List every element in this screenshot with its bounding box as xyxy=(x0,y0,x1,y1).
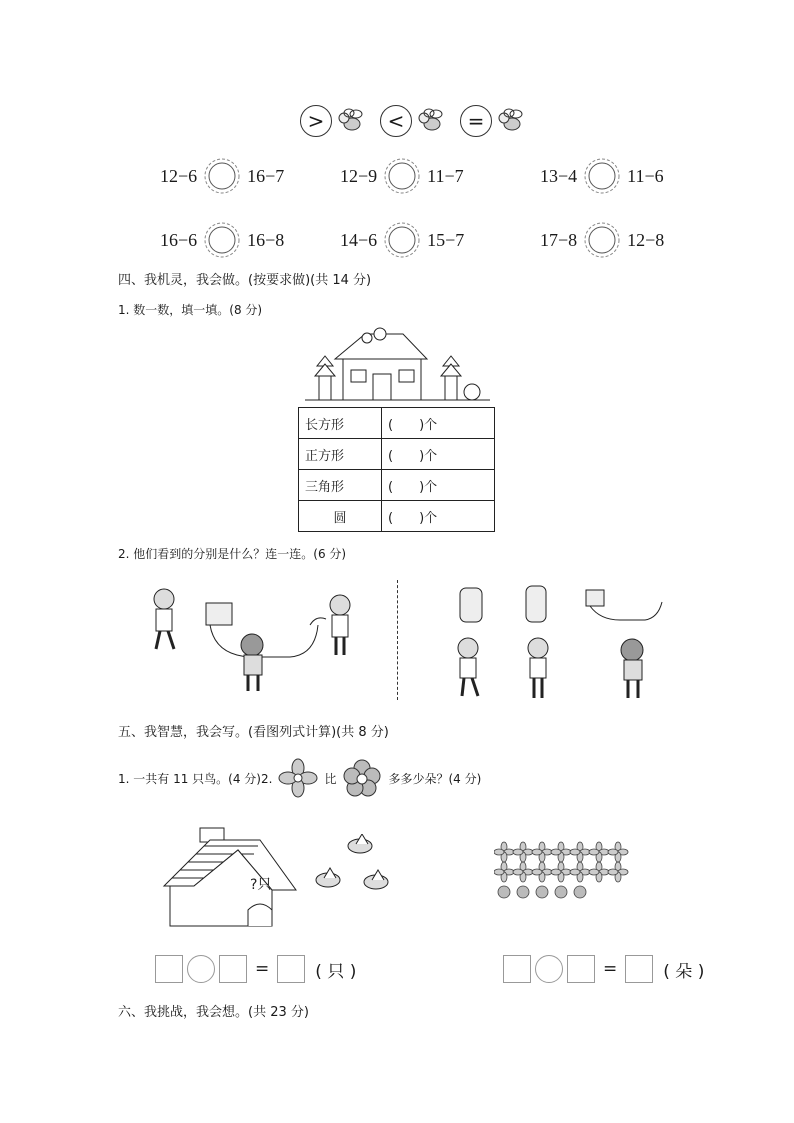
equals-sign: = xyxy=(603,959,618,979)
flower-answer-slot[interactable] xyxy=(203,157,241,195)
flower-answer-slot[interactable] xyxy=(203,221,241,259)
question-5-1: 1. 一共有 11 只鸟。(4 分)2. xyxy=(118,771,273,786)
bee-icon xyxy=(332,104,366,138)
table-row xyxy=(299,470,495,501)
equals-badge: = xyxy=(460,105,492,137)
flower-answer-slot[interactable] xyxy=(583,221,621,259)
answer-blank[interactable]: ( )个 xyxy=(382,439,495,470)
comparison-item xyxy=(540,157,664,195)
comparison-item xyxy=(160,157,340,195)
table-row xyxy=(299,408,495,439)
operator-circle[interactable] xyxy=(535,955,563,983)
expression-left: 12−6 xyxy=(160,165,198,186)
views-matching-illustration xyxy=(450,580,670,705)
question-5-line xyxy=(118,758,481,798)
shape-name: 长方形 xyxy=(299,408,382,439)
answer-box[interactable] xyxy=(155,955,183,983)
flower-answer-slot[interactable] xyxy=(383,221,421,259)
comparison-item xyxy=(160,221,340,259)
question-4-2: 2. 他们看到的分别是什么？连一连。(6 分) xyxy=(118,547,347,561)
symbol-group-eq xyxy=(460,104,526,138)
comparison-row-2 xyxy=(160,221,664,259)
answer-box[interactable] xyxy=(277,955,305,983)
shape-name: 圆 xyxy=(299,501,382,532)
question-5-2: 多多少朵？(4 分) xyxy=(388,771,482,786)
operator-circle[interactable] xyxy=(187,955,215,983)
comparison-item xyxy=(540,221,664,259)
symbol-group-gt xyxy=(300,104,366,138)
expression-right: 16−7 xyxy=(247,165,285,186)
unit-label: ( 朵 ) xyxy=(663,961,705,982)
symbol-group-lt xyxy=(380,104,446,138)
unit-label: ( 只 ) xyxy=(315,961,357,982)
table-row xyxy=(299,439,495,470)
comparison-item xyxy=(340,157,540,195)
expression-right: 15−7 xyxy=(427,229,465,250)
expression-left: 16−6 xyxy=(160,229,198,250)
greater-than-badge: > xyxy=(300,105,332,137)
flower-grid-illustration xyxy=(494,840,634,904)
question-5-2-compare: 比 xyxy=(324,771,337,786)
flower-answer-slot[interactable] xyxy=(383,157,421,195)
expression-left: 17−8 xyxy=(540,229,578,250)
birds-illustration xyxy=(312,834,394,900)
section-4-title: 四、我机灵，我会做。(按要求做)(共 14 分) xyxy=(118,273,372,288)
section-6-title: 六、我挑战，我会想。(共 23 分) xyxy=(118,1005,309,1020)
equation-row-flowers xyxy=(503,955,704,983)
dashed-divider xyxy=(397,580,398,700)
shape-name: 正方形 xyxy=(299,439,382,470)
expression-right: 16−8 xyxy=(247,229,285,250)
answer-box[interactable] xyxy=(219,955,247,983)
answer-box[interactable] xyxy=(503,955,531,983)
expression-right: 11−7 xyxy=(427,165,464,186)
children-dragon-boat-illustration xyxy=(140,585,370,697)
comparison-row-1 xyxy=(160,157,664,195)
bee-icon xyxy=(412,104,446,138)
question-4-1: 1. 数一数，填一填。(8 分) xyxy=(118,303,263,317)
flower-answer-slot[interactable] xyxy=(583,157,621,195)
answer-blank[interactable]: ( )个 xyxy=(382,470,495,501)
answer-box[interactable] xyxy=(567,955,595,983)
expression-right: 11−6 xyxy=(627,165,664,186)
expression-left: 13−4 xyxy=(540,165,578,186)
answer-box[interactable] xyxy=(625,955,653,983)
answer-blank[interactable]: ( )个 xyxy=(382,408,495,439)
comparison-item xyxy=(340,221,540,259)
shape-name: 三角形 xyxy=(299,470,382,501)
symbol-legend xyxy=(300,104,526,138)
equation-row-birds xyxy=(155,955,356,983)
answer-blank[interactable]: ( )个 xyxy=(382,501,495,532)
bee-icon xyxy=(492,104,526,138)
expression-right: 12−8 xyxy=(627,229,665,250)
equals-sign: = xyxy=(255,959,270,979)
less-than-badge: < xyxy=(380,105,412,137)
section-5-title: 五、我智慧，我会写。(看图列式计算)(共 8 分) xyxy=(118,725,389,740)
house-shapes-illustration xyxy=(305,326,490,402)
flower-icon xyxy=(278,758,318,798)
house-question-label: ?只 xyxy=(250,877,272,893)
expression-left: 12−9 xyxy=(340,165,378,186)
birdhouse-illustration xyxy=(160,826,300,928)
table-row xyxy=(299,501,495,532)
expression-left: 14−6 xyxy=(340,229,378,250)
flower-icon xyxy=(342,758,382,798)
shape-count-table xyxy=(298,407,495,532)
